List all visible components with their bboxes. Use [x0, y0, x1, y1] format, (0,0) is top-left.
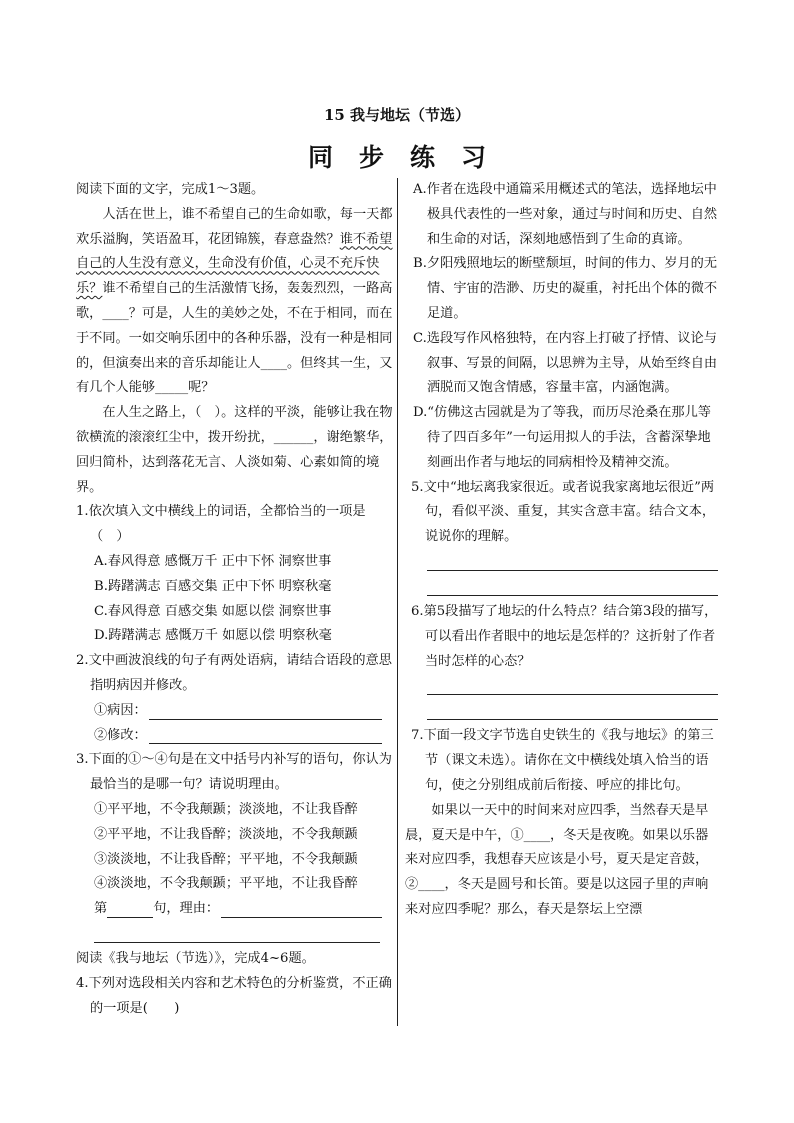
passage-paragraph-2: 在人生之路上，（ ）。这样的平淡，能够让我在物欲横流的滚滚红尘中，拨开纷扰，______，谢绝繁华，回归简朴，达到落花无言、人淡如菊、心素如简的境界。: [76, 405, 393, 495]
option: ①平平地，不令我颠踬；淡淡地，不让我昏醉: [94, 801, 358, 817]
answer-row-choice: [76, 897, 394, 922]
option: A.春风得意 感慨万千 正中下怀 洞察世事: [94, 553, 332, 569]
option: ④淡淡地，不令我颠踬；平平地，不让我昏醉: [94, 876, 358, 892]
answer-line[interactable]: [149, 725, 382, 744]
option: C.春风得意 百感交集 如愿以偿 洞察世事: [94, 603, 332, 619]
answer-line[interactable]: [427, 699, 718, 720]
answer-line[interactable]: [221, 899, 382, 918]
answer-line[interactable]: [427, 674, 718, 695]
question-4: 4.下列对选段相关内容和艺术特色的分析鉴赏，不正确的一项是( ): [76, 975, 392, 1016]
question-5: 5.文中“地坛离我家很近。或者说我家离地坛很近”两句，看似平淡、重复，其实含意丰富。结合文本，说说你的理解。: [411, 479, 716, 545]
option: ②平平地，不让我昏醉；淡淡地，不令我颠踬: [94, 826, 358, 842]
answer-row-cause: [76, 699, 394, 724]
question-3: 3.下面的①～④句是在文中括号内补写的语句，你认为最恰当的是哪一句？请说明理由。: [76, 752, 392, 793]
option: D.踌躇满志 感慨万千 如愿以偿 明察秋毫: [94, 628, 332, 644]
left-column: [76, 178, 394, 1021]
option: ③淡淡地，不让我昏醉；平平地，不令我颠踬: [94, 851, 358, 867]
question-6: 6.第5段描写了地坛的什么特点？结合第3段的描写，可以看出作者眼中的地坛是怎样的？这折射了作者当时怎样的心态？: [411, 603, 718, 669]
question-1: 1.依次填入文中横线上的词语，全都恰当的一项是（ ）: [76, 504, 366, 545]
answer-label: ②修改：: [94, 727, 147, 743]
question-2: 2.文中画波浪线的句子有两处语病，请结合语段的意思指明病因并修改。: [76, 653, 392, 693]
option: B.夕阳残照地坛的断壁颓垣，时间的伟力、岁月的无情、宇宙的浩渺、历史的凝重，衬托出个体的微不足道。: [413, 256, 718, 321]
page-title: 15 我与地坛（节选）: [323, 106, 471, 124]
answer-line[interactable]: [94, 922, 380, 943]
reading-intro: 阅读下面的文字，完成1～3题。: [76, 182, 265, 197]
wavy-underlined-sentence: 谁不希望自己的人生没有意义，生命没有价值，心灵不充斥快乐？: [76, 231, 393, 297]
passage-text: 谁不希望自己的生活激情飞扬，轰轰烈烈，一路高歌，____？可是，人生的美妙之处，不在于相同，而在于不同。一如交响乐团中的各种乐器，没有一种是相同的，但演奏出来的音乐却能让人____。但终其一生，又有几个人能够_____呢？: [76, 281, 393, 396]
answer-line[interactable]: [427, 550, 718, 571]
page-subtitle: 同步练习: [307, 143, 512, 172]
passage-paragraph-q7: 如果以一天中的时间来对应四季，当然春天是早晨，夏天是中午，①____，冬天是夜晚。如果以乐器来对应四季，我想春天应该是小号，夏天是定音鼓，②____，冬天是圆号和长笛。要是以这园子里的声响来对应四季呢？那么，春天是祭坛上空漂: [405, 802, 709, 917]
column-divider: [397, 178, 398, 1026]
answer-blank[interactable]: [107, 899, 153, 918]
option: D.“仿佛这古园就是为了等我，而历尽沧桑在那儿等待了四百多年”一句运用拟人的手法，含蓄深挚地刻画出作者与地坛的同病相怜及精神交流。: [413, 405, 711, 470]
right-column: [405, 178, 720, 923]
answer-line[interactable]: [427, 575, 718, 596]
answer-label: ①病因：: [94, 702, 147, 718]
option: C.选段写作风格独特，在内容上打破了抒情、议论与叙事、写景的间隔，以思辨为主导，从始至终自由洒脱而又饱含情感，容量丰富，内涵饱满。: [413, 330, 718, 396]
option: A.作者在选段中通篇采用概述式的笔法，选择地坛中极具代表性的一些对象，通过与时间和历史、自然和生命的对话，深刻地感悟到了生命的真谛。: [413, 182, 718, 247]
passage-paragraph-1: [76, 203, 394, 401]
reading-intro-2: 阅读《我与地坛（节选）》，完成4~6题。: [76, 950, 315, 966]
passage-text: 人活在世上，谁不希望自己的生命如歌，每一天都欢乐溢胸，笑语盈耳，花团锦簇，春意盎然？: [76, 206, 393, 247]
answer-label: 句，理由：: [153, 901, 220, 917]
answer-row-fix: [76, 724, 394, 749]
answer-label: 第: [94, 901, 108, 917]
question-7: 7.下面一段文字节选自史铁生的《我与地坛》的第三节（课文未选）。请你在文中横线处填入恰当的语句，使之分别组成前后衔接、呼应的排比句。: [411, 728, 714, 793]
option: B.踌躇满志 百感交集 正中下怀 明察秋毫: [94, 578, 332, 594]
answer-line[interactable]: [149, 701, 382, 720]
